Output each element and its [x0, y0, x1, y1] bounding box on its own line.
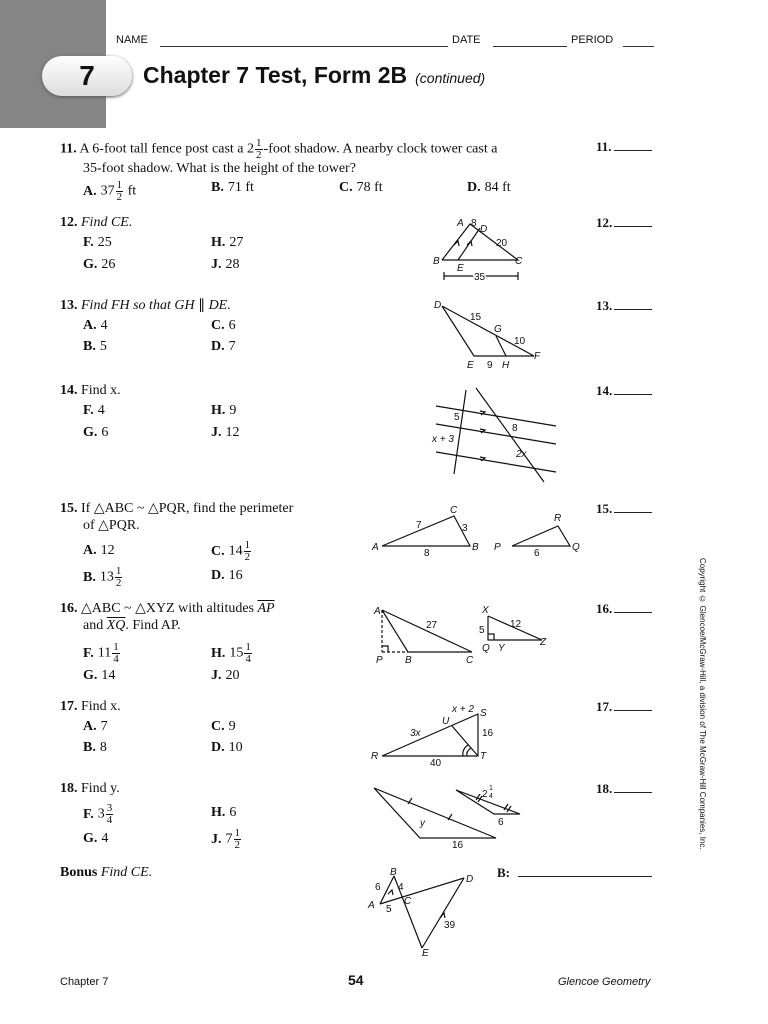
choice-h[interactable]	[211, 235, 243, 251]
question-text: Find y.	[81, 781, 120, 796]
choice-letter: H.	[211, 403, 226, 418]
label-e: E	[457, 263, 464, 274]
denominator: 2	[116, 191, 123, 203]
choice-value: 71 ft	[227, 180, 254, 195]
segment-gh	[496, 336, 506, 356]
choice-letter: C.	[211, 543, 225, 559]
segment-ap: $\overline{AP}$	[257, 601, 275, 616]
choice-letter: H.	[211, 235, 226, 250]
question-text: -foot shadow. A nearby clock tower cast a	[263, 141, 498, 157]
choice-letter: C.	[211, 318, 225, 333]
choice-f[interactable]	[83, 803, 114, 826]
label-15: 15	[470, 312, 482, 323]
answer-blank-16[interactable]	[596, 601, 652, 617]
choice-a[interactable]	[83, 543, 115, 559]
question-11-line2: 35-foot shadow. What is the height of the tower?	[83, 161, 356, 176]
footer-book: Glencoe Geometry	[558, 976, 651, 988]
choice-value: 20	[225, 668, 240, 683]
numerator: 1	[256, 137, 262, 149]
label-t: T	[480, 751, 487, 762]
choice-c[interactable]	[211, 719, 236, 735]
choice-letter: F.	[83, 806, 94, 822]
label-40: 40	[430, 758, 442, 769]
choice-value: 8	[99, 740, 107, 755]
question-15	[60, 500, 293, 518]
label-f: F	[534, 351, 541, 362]
fraction	[106, 803, 114, 826]
choice-value: 12	[100, 543, 115, 558]
large-triangle	[374, 788, 496, 838]
answer-blank-18[interactable]	[596, 781, 652, 797]
answer-blank-bonus[interactable]	[497, 865, 652, 881]
label-2: 2	[482, 789, 488, 800]
triangle-abc	[382, 610, 472, 652]
label-35: 35	[474, 272, 486, 283]
answer-label: B:	[497, 865, 510, 880]
answer-line	[614, 384, 652, 395]
choice-d[interactable]	[211, 568, 243, 584]
denominator: 2	[244, 551, 251, 563]
bonus-label: Bonus	[60, 865, 98, 880]
choice-g[interactable]	[83, 668, 115, 684]
choice-letter: J.	[211, 257, 222, 272]
choice-letter: J.	[211, 831, 222, 847]
denominator: 4	[106, 814, 113, 826]
question-15-line2: of △PQR.	[83, 518, 140, 533]
choice-j[interactable]	[211, 257, 240, 273]
label-a: A	[368, 900, 375, 911]
numerator: 1	[113, 641, 119, 653]
label-p: P	[494, 542, 501, 553]
answer-blank-12[interactable]	[596, 215, 652, 231]
fraction	[234, 828, 242, 851]
question-number: 14.	[60, 383, 78, 398]
question-number: 11.	[60, 141, 77, 157]
question-number: 15.	[60, 501, 78, 516]
label-r: R	[554, 513, 562, 524]
label-x-plus-2: x + 2	[452, 704, 474, 715]
chapter-number-badge: 7	[42, 56, 132, 96]
figure-bonus	[366, 866, 486, 962]
label-y: y	[420, 818, 425, 829]
label-a: A	[372, 542, 379, 553]
question-text: Find CE.	[100, 865, 153, 880]
period-field[interactable]	[623, 46, 654, 47]
choice-letter: J.	[211, 668, 222, 683]
choice-value: 78 ft	[356, 180, 383, 195]
figure-17	[368, 702, 508, 768]
label-z: Z	[540, 637, 547, 648]
label-b: B	[433, 256, 440, 267]
answer-blank-15[interactable]	[596, 501, 652, 517]
choice-value: 84 ft	[484, 180, 511, 195]
denominator: 2	[115, 577, 122, 589]
numerator: 1	[245, 641, 251, 653]
answer-line	[614, 782, 652, 793]
figure-16	[368, 602, 558, 666]
label-16: 16	[452, 840, 464, 851]
denominator: 4	[113, 653, 119, 665]
choice-value: 15	[229, 645, 244, 661]
label-h: H	[502, 360, 510, 371]
choice-letter: H.	[211, 645, 226, 661]
question-text: DE.	[208, 298, 231, 313]
answer-label: 18.	[596, 781, 613, 796]
choice-g[interactable]	[83, 831, 108, 847]
question-number: 17.	[60, 699, 78, 714]
question-text: A 6-foot tall fence post cast a 2	[79, 141, 255, 157]
label-10: 10	[514, 336, 526, 347]
label-c: C	[466, 655, 474, 666]
choice-a[interactable]	[83, 318, 108, 334]
answer-blank-13[interactable]	[596, 298, 652, 314]
label-a: A	[374, 606, 381, 617]
label-x: X	[482, 605, 489, 616]
angle-mark	[467, 748, 471, 756]
choice-letter: D.	[211, 339, 225, 354]
small-triangle	[456, 790, 520, 814]
choice-letter: H.	[211, 805, 226, 820]
choice-h[interactable]	[211, 805, 236, 821]
choice-letter: G.	[83, 425, 98, 440]
label-20: 20	[496, 238, 508, 249]
choice-value: 28	[225, 257, 240, 272]
answer-label: 12.	[596, 215, 613, 230]
parallel-symbol: ∥	[198, 298, 206, 313]
numerator: 3	[106, 802, 113, 814]
choice-letter: A.	[83, 719, 97, 734]
label-7: 7	[416, 520, 422, 531]
choice-value: 37	[100, 183, 115, 199]
label-2x: 2x	[516, 449, 527, 460]
label-r: R	[371, 751, 379, 762]
choice-letter: D.	[211, 568, 225, 583]
answer-line	[614, 140, 652, 151]
choice-h[interactable]	[211, 403, 236, 419]
choice-value: 16	[228, 568, 243, 583]
label-fraction-den: 4	[489, 793, 493, 800]
question-text: Find FH so that GH	[81, 298, 195, 313]
denominator: 2	[234, 839, 240, 851]
choice-value: 14	[101, 668, 116, 683]
choice-value: 7	[228, 339, 236, 354]
fraction	[112, 642, 120, 665]
choice-letter: A.	[83, 318, 97, 333]
page-number: 54	[348, 972, 364, 988]
denominator: 4	[245, 653, 251, 665]
choice-b[interactable]	[83, 339, 107, 355]
question-16	[60, 600, 275, 618]
footer-chapter: Chapter 7	[60, 976, 109, 988]
label-q: Q	[572, 542, 580, 553]
figure-13	[430, 298, 550, 374]
question-number: 18.	[60, 781, 78, 796]
choice-value: 11	[97, 645, 112, 661]
choice-a[interactable]	[83, 719, 108, 735]
choice-j[interactable]	[211, 668, 240, 684]
choice-letter: G.	[83, 668, 98, 683]
numerator: 1	[115, 565, 122, 577]
transversal-1	[454, 390, 466, 474]
choice-value: 13	[99, 569, 114, 585]
answer-label: 17.	[596, 699, 613, 714]
label-p: P	[376, 655, 383, 666]
question-number: 13.	[60, 298, 78, 313]
choice-letter: F.	[83, 235, 94, 250]
label-a: A	[457, 218, 464, 229]
question-text: Find x.	[81, 383, 121, 398]
choice-letter: B.	[83, 339, 96, 354]
label-y: Y	[498, 643, 505, 654]
choice-letter: B.	[83, 740, 96, 755]
parallel-line-3	[436, 452, 556, 472]
label-5: 5	[454, 412, 460, 423]
choice-value: 14	[228, 543, 243, 559]
answer-label: 11.	[596, 139, 612, 154]
label-b: B	[472, 542, 479, 553]
choice-c[interactable]	[339, 180, 383, 196]
label-5: 5	[479, 625, 485, 636]
question-12	[60, 214, 132, 232]
answer-label: 13.	[596, 298, 613, 313]
choice-value: 5	[99, 339, 107, 354]
answer-line	[614, 299, 652, 310]
choice-b[interactable]	[83, 566, 123, 589]
choice-value: 27	[229, 235, 244, 250]
question-text: Find x.	[81, 699, 121, 714]
choice-value: 12	[225, 425, 240, 440]
question-text: Find CE.	[81, 215, 133, 230]
choice-letter: A.	[83, 543, 97, 558]
answer-line	[614, 602, 652, 613]
choice-b[interactable]	[211, 180, 254, 196]
answer-label: 15.	[596, 501, 613, 516]
arrow-mark	[388, 890, 393, 895]
right-angle-mark	[488, 634, 494, 640]
label-8: 8	[424, 548, 430, 559]
choice-letter: D.	[467, 180, 481, 195]
label-8: 8	[471, 218, 477, 229]
label-u: U	[442, 716, 450, 727]
answer-blank-17[interactable]	[596, 699, 652, 715]
choice-h[interactable]	[211, 642, 253, 665]
transversal-2	[476, 388, 544, 482]
fraction	[115, 566, 123, 589]
choice-a[interactable]	[83, 180, 136, 203]
choice-letter: F.	[83, 645, 94, 661]
choice-b[interactable]	[83, 740, 107, 756]
question-text: and	[83, 618, 104, 633]
arrow-mark	[454, 241, 459, 246]
label-e: E	[422, 948, 429, 959]
choice-value: 6	[228, 318, 236, 333]
question-number: 12.	[60, 215, 78, 230]
choice-value: 3	[97, 806, 105, 822]
choice-c[interactable]	[211, 318, 236, 334]
segment-ut	[452, 726, 478, 756]
question-13	[60, 297, 231, 315]
label-5: 5	[386, 904, 392, 915]
title-text: Chapter 7 Test, Form 2B	[143, 62, 408, 88]
continued-label: (continued)	[415, 70, 486, 86]
denominator: 2	[256, 149, 262, 161]
label-c: C	[404, 896, 412, 907]
page-title	[143, 62, 485, 89]
name-field[interactable]	[160, 46, 448, 47]
label-fraction-num: 1	[489, 785, 493, 792]
triangle-abc	[382, 516, 470, 546]
answer-blank-11[interactable]	[596, 139, 652, 155]
period-label: PERIOD	[571, 34, 614, 46]
label-6: 6	[375, 882, 381, 893]
choice-g[interactable]	[83, 257, 115, 273]
figure-15	[368, 502, 588, 560]
answer-line	[614, 216, 652, 227]
date-field[interactable]	[493, 46, 567, 47]
numerator: 1	[116, 179, 123, 191]
label-3: 3	[462, 523, 468, 534]
question-14	[60, 382, 121, 400]
choice-value: 26	[101, 257, 116, 272]
choice-value: 7	[100, 719, 108, 734]
label-27: 27	[426, 620, 438, 631]
right-angle-mark	[382, 646, 388, 652]
date-label: DATE	[452, 34, 481, 46]
question-number: 16.	[60, 601, 78, 616]
choice-f[interactable]	[83, 235, 112, 251]
choice-letter: B.	[211, 180, 224, 195]
triangle	[442, 306, 534, 356]
choice-f[interactable]	[83, 642, 121, 665]
choice-d[interactable]	[467, 180, 511, 196]
figure-14	[430, 384, 566, 484]
answer-line	[614, 700, 652, 711]
parallel-segment	[458, 228, 480, 260]
fraction	[116, 180, 124, 203]
name-label: NAME	[116, 34, 148, 46]
label-q: Q	[482, 643, 490, 654]
label-x-plus-3: x + 3	[432, 434, 454, 445]
question-text: . Find AP.	[125, 618, 181, 633]
segment-xq: $\overline{XQ}$	[106, 618, 126, 633]
choice-value: 4	[97, 403, 105, 418]
question-text: If △ABC ~ △PQR, find the perimeter	[81, 501, 294, 516]
question-17	[60, 698, 121, 716]
choice-c[interactable]	[211, 540, 252, 563]
choice-value: 10	[228, 740, 243, 755]
answer-blank-14[interactable]	[596, 383, 652, 399]
choice-value: 7	[225, 831, 233, 847]
question-text: △ABC ~ △XYZ with altitudes	[81, 601, 254, 616]
fraction	[244, 540, 252, 563]
bonus-question	[60, 864, 152, 882]
numerator: 1	[234, 827, 240, 839]
answer-line	[614, 502, 652, 513]
label-6: 6	[534, 548, 540, 559]
choice-d[interactable]	[211, 339, 236, 355]
label-12: 12	[510, 619, 522, 630]
label-c: C	[450, 505, 458, 516]
label-4: 4	[398, 882, 404, 893]
choice-j[interactable]	[211, 828, 242, 851]
choice-letter: G.	[83, 257, 98, 272]
label-39: 39	[444, 920, 456, 931]
question-18	[60, 780, 120, 798]
choice-letter: G.	[83, 831, 98, 846]
answer-label: 14.	[596, 383, 613, 398]
choice-value: 25	[97, 235, 112, 250]
choice-letter: B.	[83, 569, 96, 585]
figure-12	[430, 214, 540, 286]
label-g: G	[494, 324, 502, 335]
choice-value: 9	[228, 719, 236, 734]
choice-letter: F.	[83, 403, 94, 418]
choice-letter: A.	[83, 183, 97, 199]
label-b: B	[390, 867, 397, 878]
label-s: S	[480, 708, 487, 719]
triangle-pqr	[512, 526, 570, 546]
answer-line	[518, 866, 652, 877]
label-3x: 3x	[410, 728, 421, 739]
choice-value: 6	[101, 425, 109, 440]
choice-d[interactable]	[211, 740, 243, 756]
choice-value: 9	[229, 403, 237, 418]
choice-value: 4	[100, 318, 108, 333]
choice-g[interactable]	[83, 425, 108, 441]
figure-18	[368, 782, 528, 852]
label-6: 6	[498, 817, 504, 828]
choice-letter: J.	[211, 425, 222, 440]
unit: ft	[127, 183, 137, 199]
fraction	[244, 642, 252, 665]
label-d: D	[480, 224, 488, 235]
label-e: E	[467, 360, 474, 371]
label-8: 8	[512, 423, 518, 434]
label-d: D	[434, 300, 442, 311]
choice-f[interactable]	[83, 403, 105, 419]
choice-value: 6	[229, 805, 237, 820]
choice-letter: C.	[339, 180, 353, 195]
label-9: 9	[487, 360, 493, 371]
choice-j[interactable]	[211, 425, 240, 441]
label-c: C	[515, 256, 523, 267]
label-16: 16	[482, 728, 494, 739]
choice-letter: C.	[211, 719, 225, 734]
choice-value: 4	[101, 831, 109, 846]
label-b: B	[405, 655, 412, 666]
parallel-line-2	[436, 424, 556, 444]
question-16-line2	[83, 617, 181, 635]
choice-letter: D.	[211, 740, 225, 755]
numerator: 1	[244, 539, 251, 551]
label-d: D	[466, 874, 474, 885]
answer-label: 16.	[596, 601, 613, 616]
question-11	[60, 138, 497, 161]
copyright-notice: Copyright © Glencoe/McGraw-Hill, a division of The McGraw-Hill Companies, Inc.	[698, 558, 707, 850]
fraction	[255, 138, 263, 161]
